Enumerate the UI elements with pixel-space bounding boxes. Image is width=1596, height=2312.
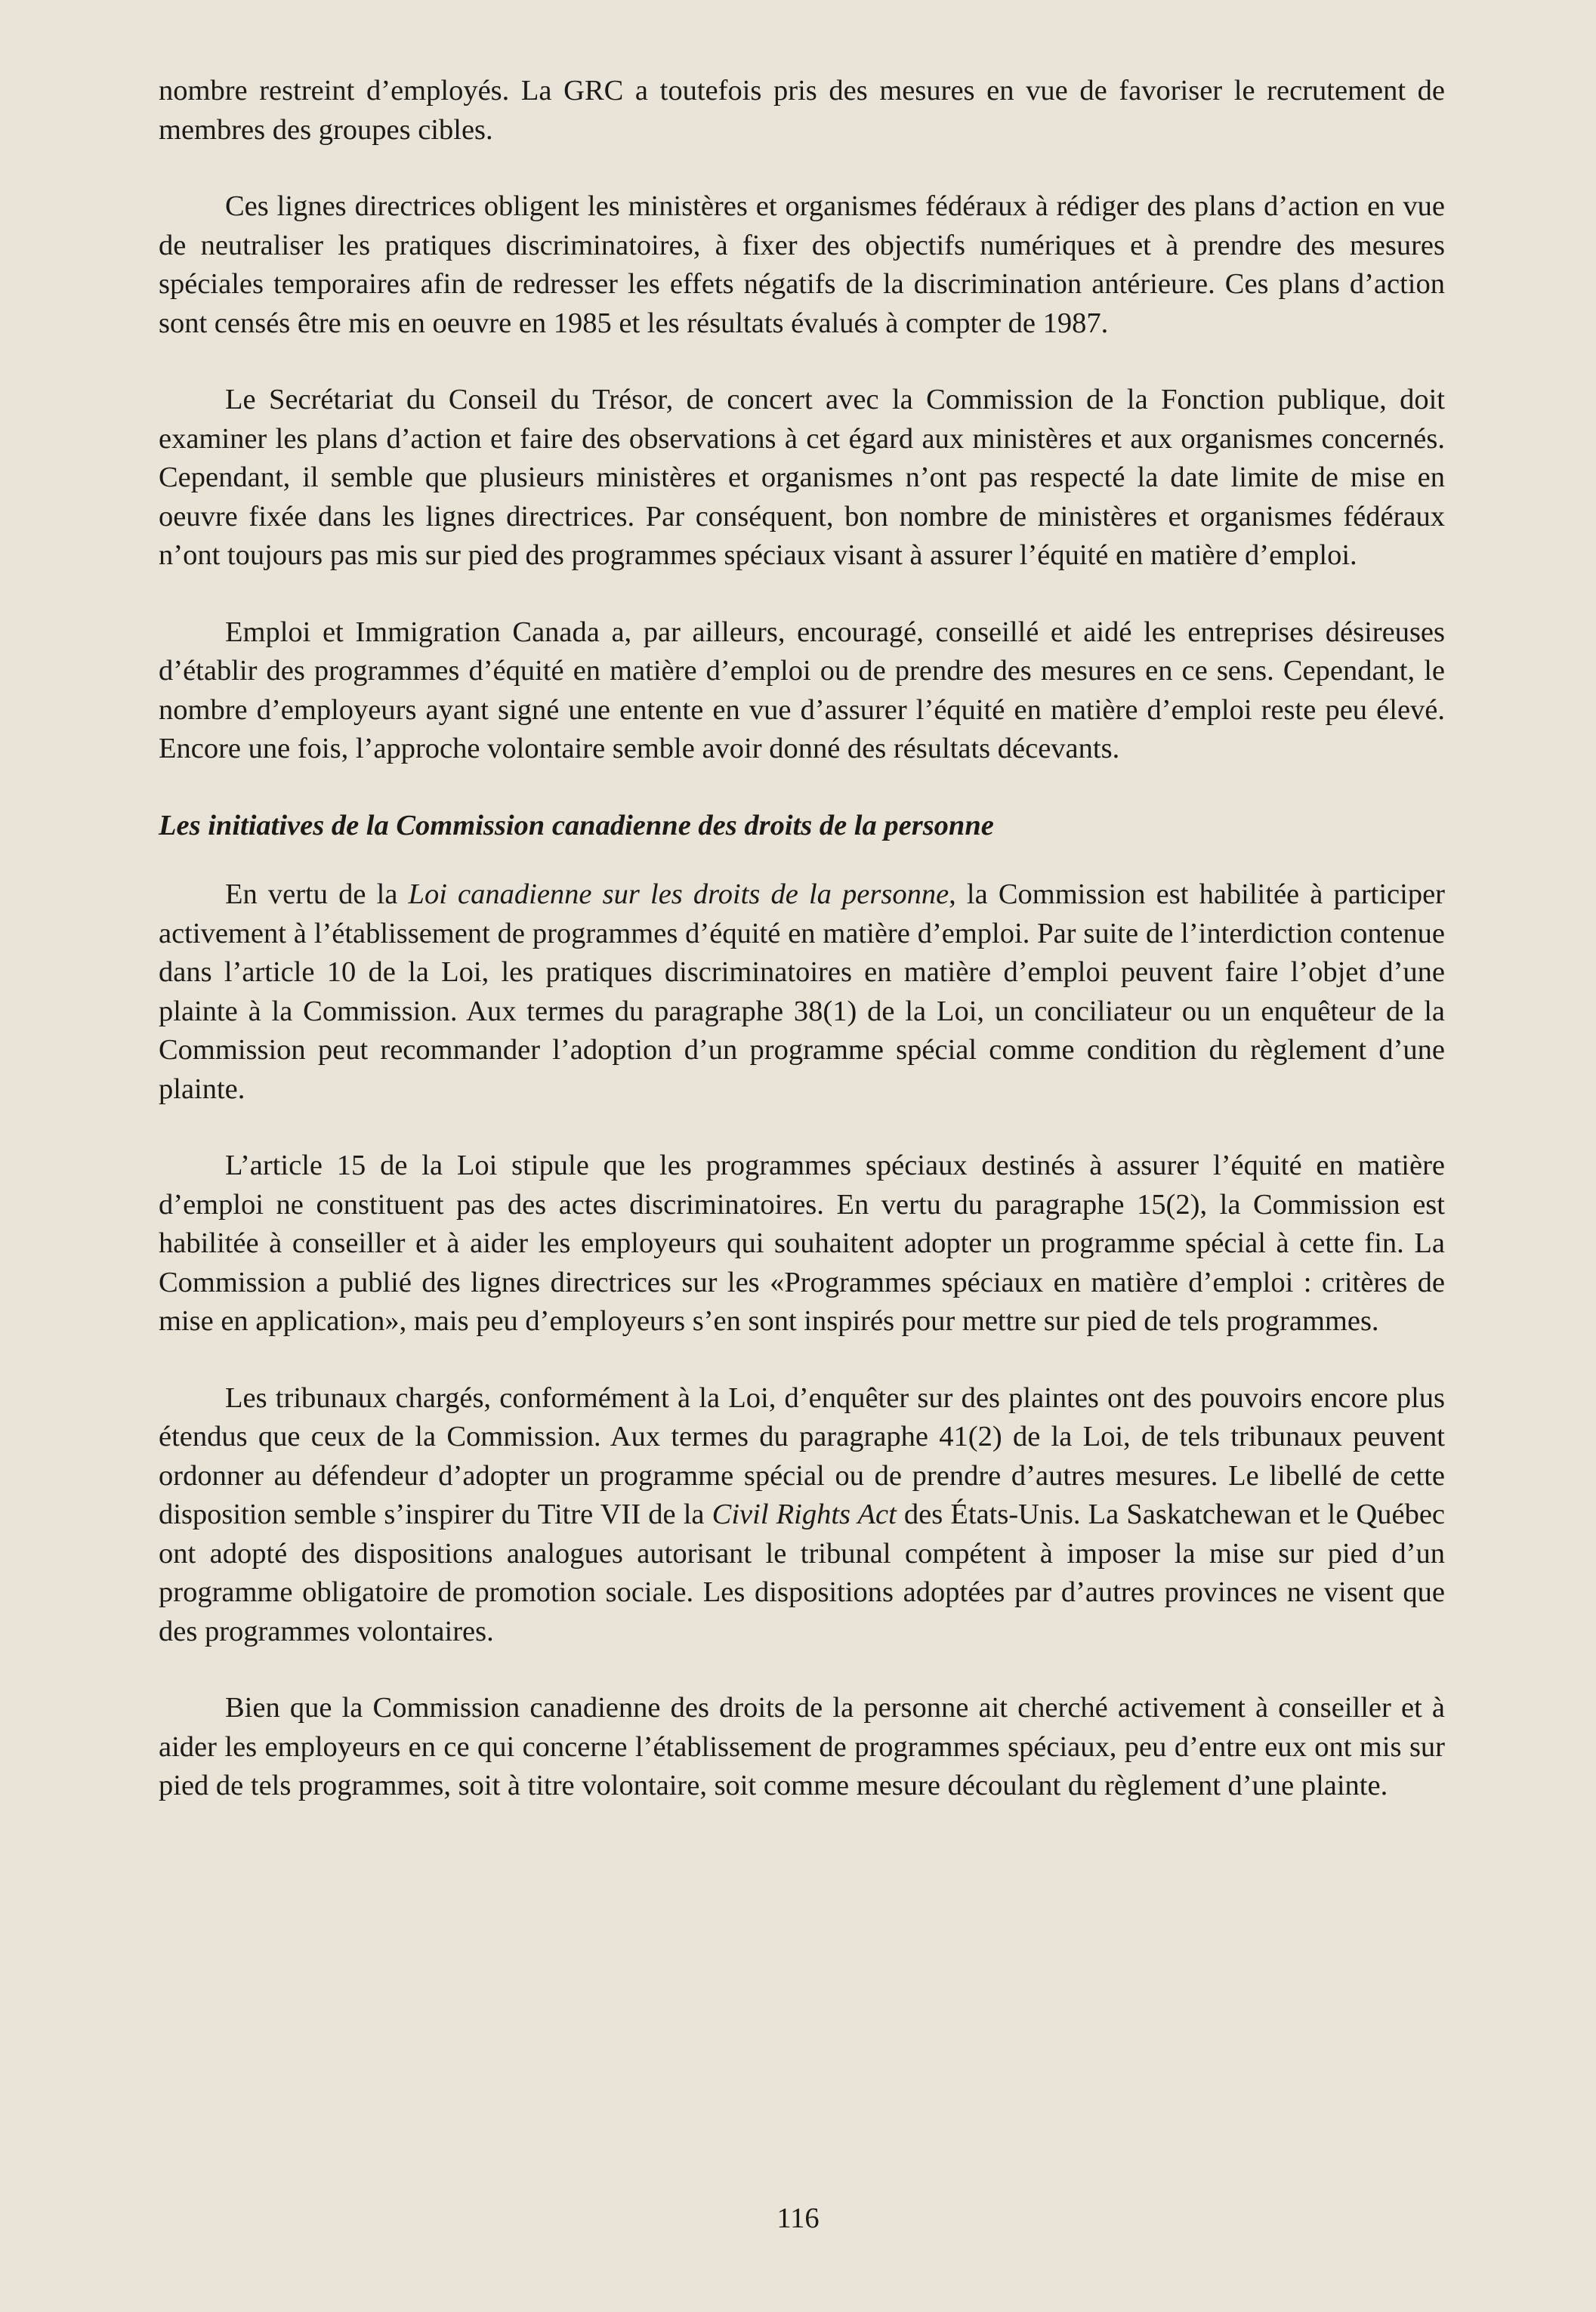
paragraph-grc-recruitment: nombre restreint d’employés. La GRC a toutefois pris des mesures en vue de favoriser le recrutement de membres des groupes cibles. — [159, 75, 1445, 146]
paragraph-conclusion: Bien que la Commission canadienne des droits de la personne ait cherché activement à conseiller et à aider les employeurs en ce qui concerne l’établissement de programmes spéciaux, peu d’entre eux ont mis sur pied de tels programmes, soit à titre volontaire, soit comme mesure découlant du règlement d’une plainte. — [159, 1692, 1445, 1801]
civil-rights-act-italic: Civil Rights Act — [712, 1499, 897, 1530]
paragraph-article-15: L’article 15 de la Loi stipule que les programmes spéciaux destinés à assurer l’équité en matière d’emploi ne constituent pas des actes discriminatoires. En vertu du paragraphe 15(2), la Commission est habilitée à conseiller et à aider les employeurs qui souhaitent adopter un programme spécial à cette fin. La Commission a publié des lignes directrices sur les «Programmes spéciaux en matière d’emploi : critères de mise en application», mais peu d’employeurs s’en sont inspirés pour mettre sur pied de tels programmes. — [159, 1150, 1445, 1337]
paragraph-employment-immigration: Emploi et Immigration Canada a, par ailleurs, encouragé, conseillé et aidé les entreprises désireuses d’établir des programmes d’équité en matière d’emploi ou de prendre des mesures en ce sens. Cependant, le nombre d’employeurs ayant signé une entente en vue d’assurer l’équité en matière d’emploi reste peu élevé. Encore une fois, l’approche volontaire semble avoir donné des résultats décevants. — [159, 616, 1445, 764]
paragraph-commission-act — [159, 875, 1445, 1109]
paragraph-tribunals — [159, 1379, 1445, 1652]
paragraph-tribunals-end: des États-Unis. La Saskatchewan et le Québec ont adopté des dispositions analogues autorisant le tribunal compétent à imposer la mise sur pied d’un programme obligatoire de promotion sociale. Les dispositions adoptées par d’autres provinces ne visent que des programmes volontaires. — [159, 1499, 1446, 1647]
section-heading: Les initiatives de la Commission canadienne des droits de la personne — [159, 809, 994, 841]
body-text — [159, 72, 1445, 1844]
page-number: 116 — [776, 2202, 820, 2234]
paragraph-tribunals-start: Les tribunaux chargés, conformément à la Loi, d’enquêter sur des plaintes ont des pouvoirs encore plus étendus que ceux de la Commission. Aux termes du paragraphe 41(2) de la Loi, de tels tribunaux peuvent ordonner au défendeur d’adopter un programme spécial ou de prendre d’autres mesures. Le libellé de cette disposition semble s’inspirer du Titre VII de la — [159, 1381, 1445, 1530]
paragraph-commission-act-end: , la Commission est habilitée à participer activement à l’établissement de programmes d’équité en matière d’emploi. Par suite de l’interdiction contenue dans l’article 10 de la Loi, les pratiques discriminatoires en matière d’emploi peuvent faire l’objet d’une plainte à la Commission. Aux termes du paragraphe 38(1) de la Loi, un conciliateur ou un enquêteur de la Commission peut recommander l’adoption d’un programme spécial comme condition du règlement d’une plainte. — [159, 878, 1445, 1105]
paragraph-commission-act-start: En vertu de la — [225, 878, 409, 910]
paragraph-treasury-board: Le Secrétariat du Conseil du Trésor, de concert avec la Commission de la Fonction publique, doit examiner les plans d’action et faire des observations à cet égard aux ministères et aux organismes concernés. Cependant, il semble que plusieurs ministères et organismes n’ont pas respecté la date limite de mise en oeuvre fixée dans les lignes directrices. Par conséquent, bon nombre de ministères et organismes fédéraux n’ont toujours pas mis sur pied des programmes spéciaux visant à assurer l’équité en matière d’emploi. — [159, 384, 1445, 571]
act-title-italic: Loi canadienne sur les droits de la personne — [408, 878, 949, 910]
paragraph-guidelines: Ces lignes directrices obligent les ministères et organismes fédéraux à rédiger des plans d’action en vue de neutraliser les pratiques discriminatoires, à fixer des objectifs numériques et à prendre des mesures spéciales temporaires afin de redresser les effets négatifs de la discrimination antérieure. Ces plans d’action sont censés être mis en oeuvre en 1985 et les résultats évalués à compter de 1987. — [159, 190, 1445, 339]
